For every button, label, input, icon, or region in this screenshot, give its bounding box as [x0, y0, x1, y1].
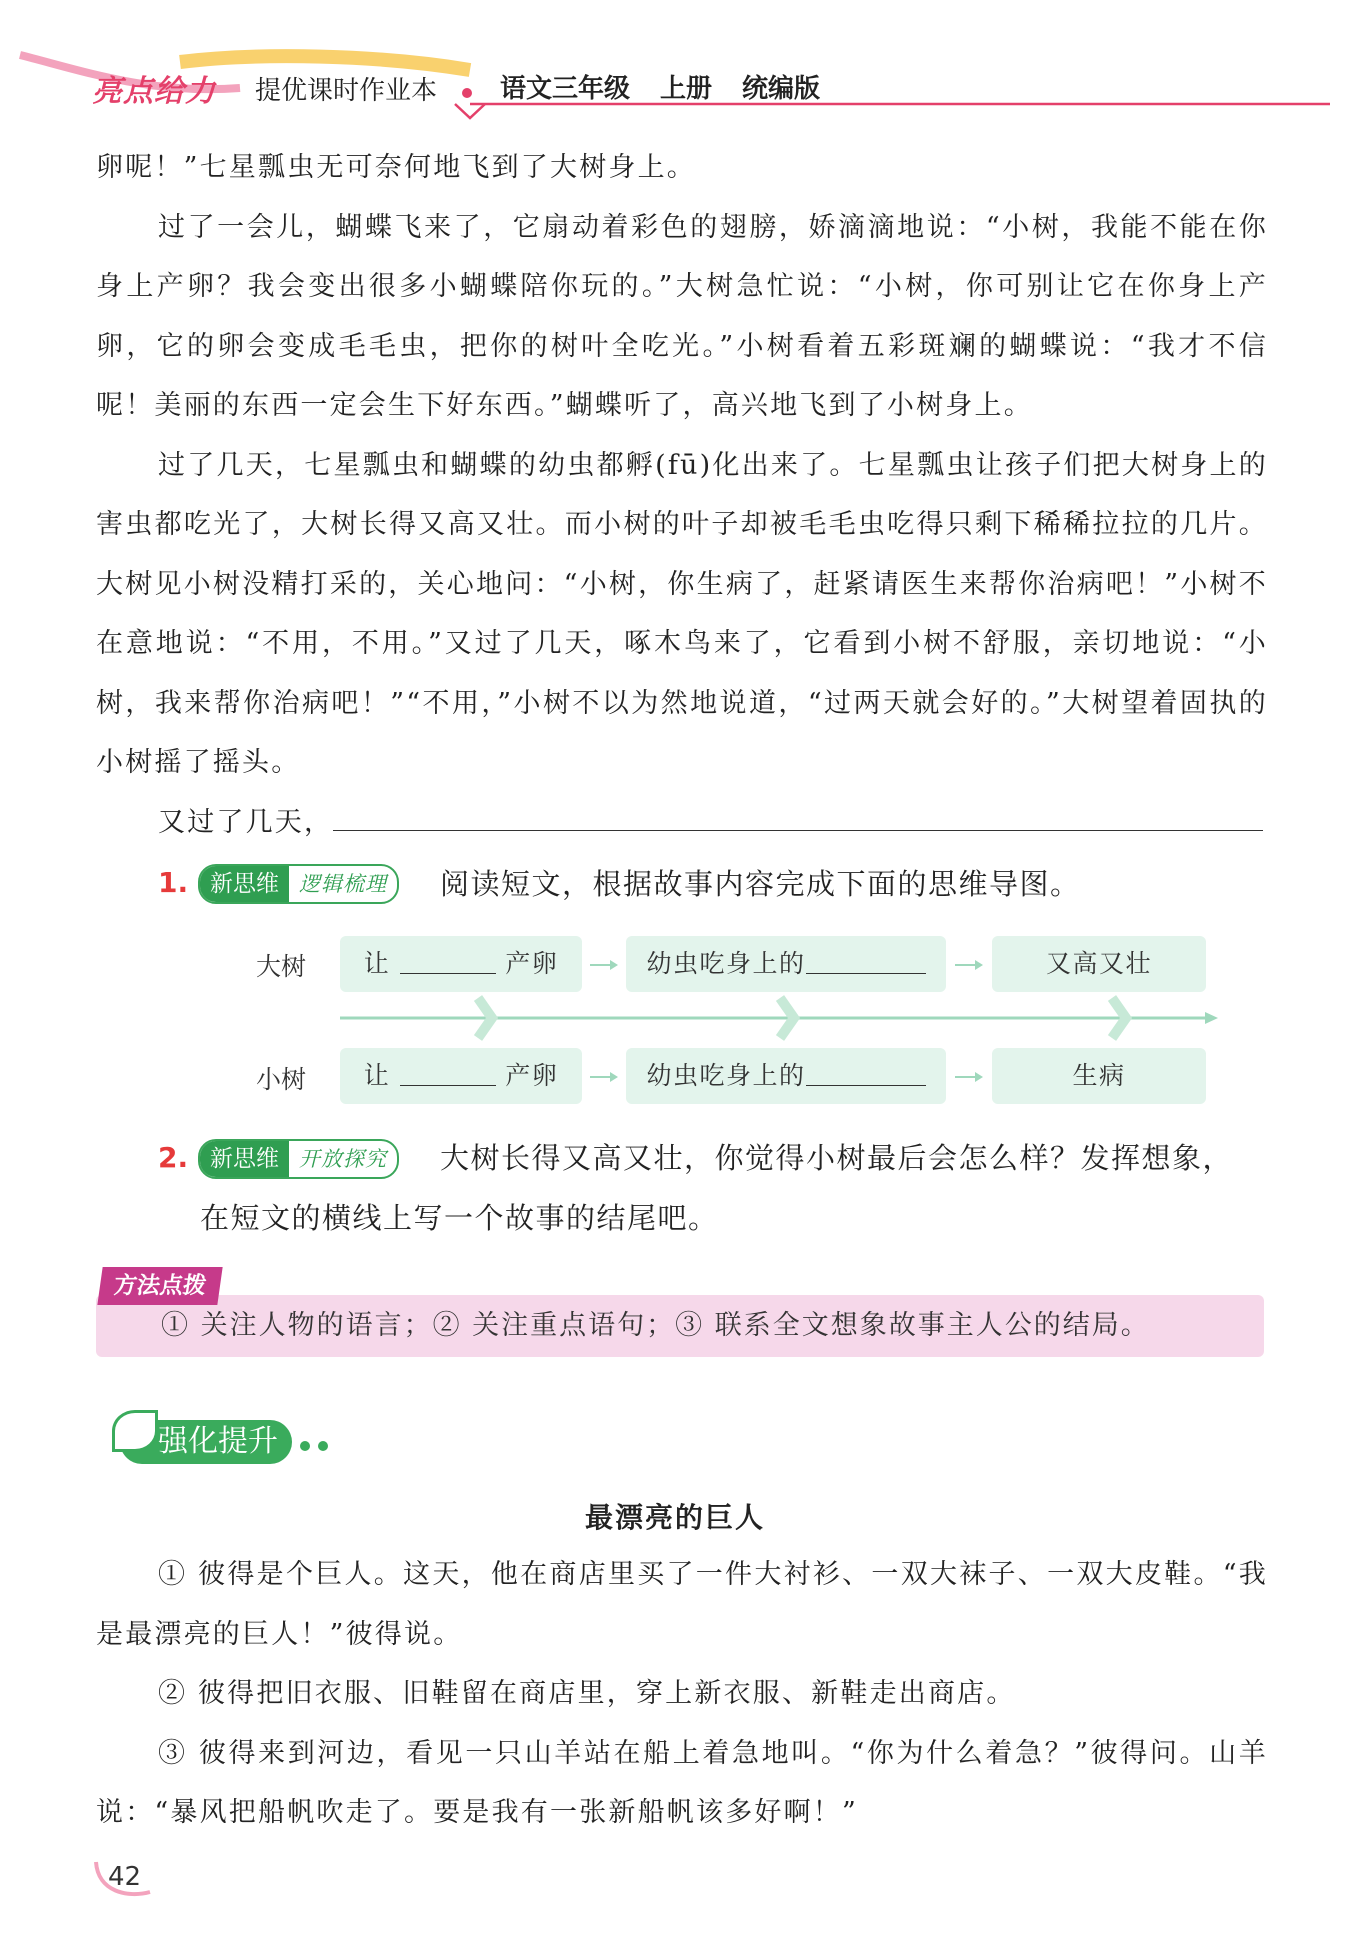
ending-line: [96, 793, 1268, 853]
box-text: 幼虫吃身上的: [646, 949, 806, 978]
story-passage: [96, 1545, 1268, 1843]
arrow: [590, 964, 612, 966]
book-info: [500, 68, 850, 105]
mind-map-box: [626, 936, 946, 992]
arrow: [955, 1076, 977, 1078]
question-2-number: 2.: [158, 1141, 189, 1174]
mind-map-box: [340, 936, 582, 992]
box-suffix: 产卵: [505, 949, 559, 978]
passage-paragraph: 卵呢！”七星瓢虫无可奈何地飞到了大树身上。: [96, 152, 697, 183]
header-swoosh: [0, 0, 1350, 130]
header-dot: [462, 88, 472, 98]
passage-paragraph: 过了几天，七星瓢虫和蝴蝶的幼虫都孵(fū)化出来了。七星瓢虫让孩子们把大树身上的害虫都吃光了，大树长得又高又壮。而小树的叶子却被毛毛虫吃得只剩下稀稀拉拉的几片。大树见小树没精打采的，关心地问：“小树，你生病了，赶紧请医生来帮你治病吧！”小树不在意地说：“不用，不用。”又过了几天，啄木鸟来了，它看到小树不舒服，亲切地说：“小树，我来帮你治病吧！”“不用，”小树不以为然地说道，“过两天就会好的。”大树望着固执的小树摇了摇头。: [96, 449, 1268, 778]
question-1-tag: [198, 864, 399, 904]
badge-dots: [300, 1436, 336, 1455]
ending-answer-blank[interactable]: [333, 802, 1263, 831]
section-badge: 强化提升: [120, 1420, 292, 1464]
answer-blank[interactable]: [806, 945, 926, 974]
story-title: 最漂亮的巨人: [584, 1501, 765, 1534]
answer-blank[interactable]: [400, 945, 496, 974]
box-suffix: 产卵: [505, 1061, 559, 1090]
arrow: [955, 964, 977, 966]
volume-label: 上册: [660, 74, 713, 104]
question-2-text-line2: 在短文的横线上写一个故事的结尾吧。: [200, 1201, 719, 1235]
ending-prompt: 又过了几天，: [158, 806, 334, 838]
method-tip-box: ① 关注人物的语言；② 关注重点语句；③ 联系全文想象故事主人公的结局。: [96, 1295, 1264, 1357]
mind-map-label-big-tree: 大树: [256, 952, 307, 981]
mind-map-box: 又高又壮: [992, 936, 1206, 992]
question-2-text-line1: 大树长得又高又壮，你觉得小树最后会怎么样？发挥想象，: [440, 1141, 1234, 1175]
tag-sub: 开放探究: [299, 1147, 387, 1171]
answer-blank[interactable]: [806, 1057, 926, 1086]
subject-label: 语文三年级: [500, 74, 631, 104]
answer-blank[interactable]: [400, 1057, 496, 1086]
tag-sub: 逻辑梳理: [299, 872, 387, 896]
mind-map-label-small-tree: 小树: [256, 1065, 307, 1094]
story-paragraph: ③ 彼得来到河边，看见一只山羊站在船上着急地叫。“你为什么着急？”彼得问。山羊说：“暴风把船帆吹走了。要是我有一张新船帆该多好啊！”: [96, 1737, 1268, 1828]
story-paragraph: ① 彼得是个巨人。这天，他在商店里买了一件大衬衫、一双大袜子、一双大皮鞋。“我是最漂亮的巨人！”彼得说。: [96, 1559, 1268, 1650]
box-prefix: 让: [363, 1061, 391, 1090]
series-title: 提优课时作业本: [255, 76, 438, 106]
method-tip-label: 方法点拨: [97, 1267, 222, 1305]
question-1-number: 1.: [158, 866, 189, 899]
page-header: [0, 0, 1350, 130]
tag-main: 新思维: [200, 866, 289, 902]
story-paragraph: ② 彼得把旧衣服、旧鞋留在商店里，穿上新衣服、新鞋走出商店。: [158, 1678, 1016, 1709]
page-number: 42: [108, 1862, 142, 1892]
box-prefix: 让: [363, 949, 391, 978]
arrow: [590, 1076, 612, 1078]
mind-map-box: 生病: [992, 1048, 1206, 1104]
passage: [96, 138, 1268, 852]
question-1-text: 阅读短文，根据故事内容完成下面的思维导图。: [440, 867, 1081, 901]
mind-map-box: [340, 1048, 582, 1104]
box-text: 幼虫吃身上的: [646, 1061, 806, 1090]
leaf-icon: [112, 1410, 158, 1452]
brand-logo: 亮点给力: [92, 74, 216, 109]
edition-label: 统编版: [742, 74, 821, 104]
mind-map-box: [626, 1048, 946, 1104]
tag-main: 新思维: [200, 1141, 289, 1177]
passage-paragraph: 过了一会儿，蝴蝶飞来了，它扇动着彩色的翅膀，娇滴滴地说：“小树，我能不能在你身上产卵？我会变出很多小蝴蝶陪你玩的。”大树急忙说：“小树，你可别让它在你身上产卵，它的卵会变成毛毛虫，把你的树叶全吃光。”小树看着五彩斑斓的蝴蝶说：“我才不信呢！美丽的东西一定会生下好东西。”蝴蝶听了，高兴地飞到了小树身上。: [96, 211, 1268, 421]
question-2-tag: [198, 1139, 399, 1179]
